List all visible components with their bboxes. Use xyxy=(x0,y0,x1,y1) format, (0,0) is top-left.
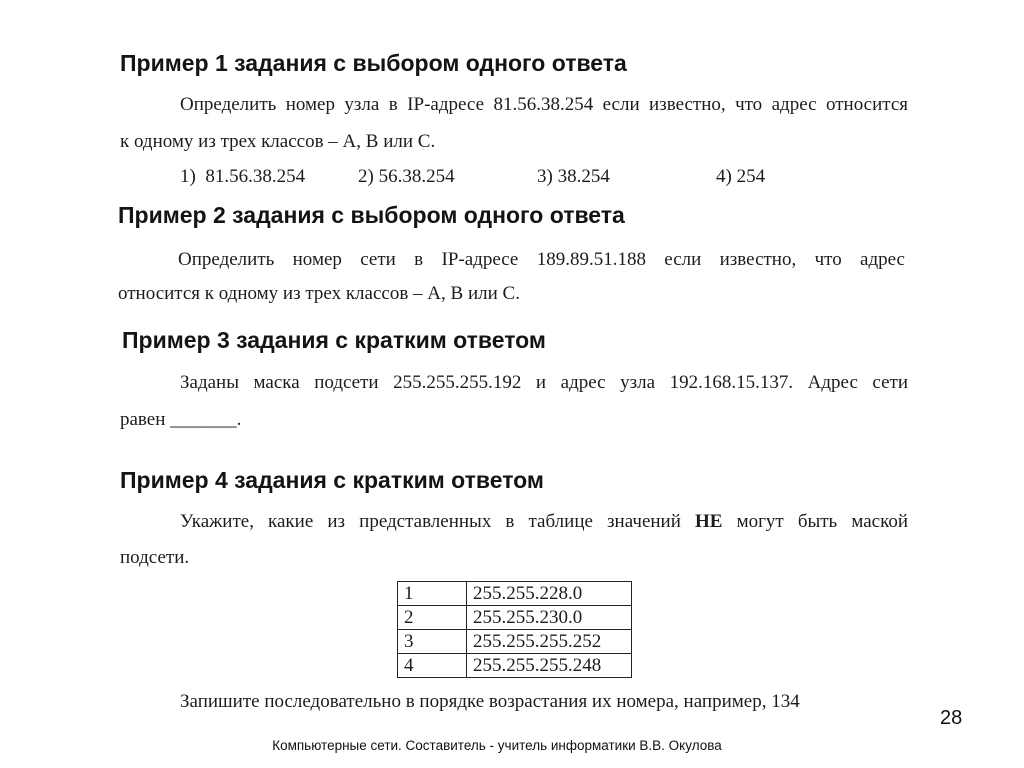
mask-values-table xyxy=(397,581,632,678)
example-4-heading: Пример 4 задания с кратким ответом xyxy=(120,467,544,493)
example-1-option-1: 1) 81.56.38.254 xyxy=(180,166,306,187)
table-row xyxy=(398,606,632,630)
table-cell-value: 255.255.255.252 xyxy=(467,630,632,654)
example-4-instruction: Запишите последовательно в порядке возрастания их номера, например, 134 xyxy=(180,691,800,712)
table-row xyxy=(398,654,632,678)
table-row xyxy=(398,582,632,606)
table-cell-number: 2 xyxy=(398,606,467,630)
table-cell-number: 3 xyxy=(398,630,467,654)
example-1-option-4: 4) 254 xyxy=(716,166,766,187)
example-1-option-3: 3) 38.254 xyxy=(537,166,610,187)
page-number: 28 xyxy=(940,707,963,729)
example-3-heading: Пример 3 задания с кратким ответом xyxy=(122,327,546,353)
example-1-question-line-2: к одному из трех классов – A, B или C. xyxy=(120,131,436,152)
example-2-question-line-2: относится к одному из трех классов – A, B или C. xyxy=(118,283,520,304)
table-cell-number: 4 xyxy=(398,654,467,678)
table-row xyxy=(398,630,632,654)
example-4-question-text-after: могут быть маской xyxy=(736,511,909,532)
table-cell-number: 1 xyxy=(398,582,467,606)
example-1-heading: Пример 1 задания с выбором одного ответа xyxy=(120,50,627,76)
example-4-question-line-1 xyxy=(180,510,908,534)
table-cell-value: 255.255.230.0 xyxy=(467,606,632,630)
example-2-heading: Пример 2 задания с выбором одного ответа xyxy=(118,202,625,228)
example-4-question-text-before: Укажите, какие из представленных в таблице значений xyxy=(180,511,681,532)
example-1-question-line-1: Определить номер узла в IP-адресе 81.56.38.254 если известно, что адрес относится xyxy=(180,94,908,115)
example-4-question-line-2: подсети. xyxy=(120,547,190,568)
footer: Компьютерные сети. Составитель - учитель информатики В.В. Окулова xyxy=(272,738,722,753)
example-1-option-2: 2) 56.38.254 xyxy=(358,166,455,187)
example-4-question-emphasis: НЕ xyxy=(695,511,723,532)
example-3-question-line-1: Заданы маска подсети 255.255.255.192 и адрес узла 192.168.15.137. Адрес сети xyxy=(180,372,908,393)
example-3-question-line-2: равен _______. xyxy=(120,409,242,430)
example-2-question-line-1: Определить номер сети в IP-адресе 189.89.51.188 если известно, что адрес xyxy=(178,249,905,270)
table-cell-value: 255.255.255.248 xyxy=(467,654,632,678)
table-cell-value: 255.255.228.0 xyxy=(467,582,632,606)
